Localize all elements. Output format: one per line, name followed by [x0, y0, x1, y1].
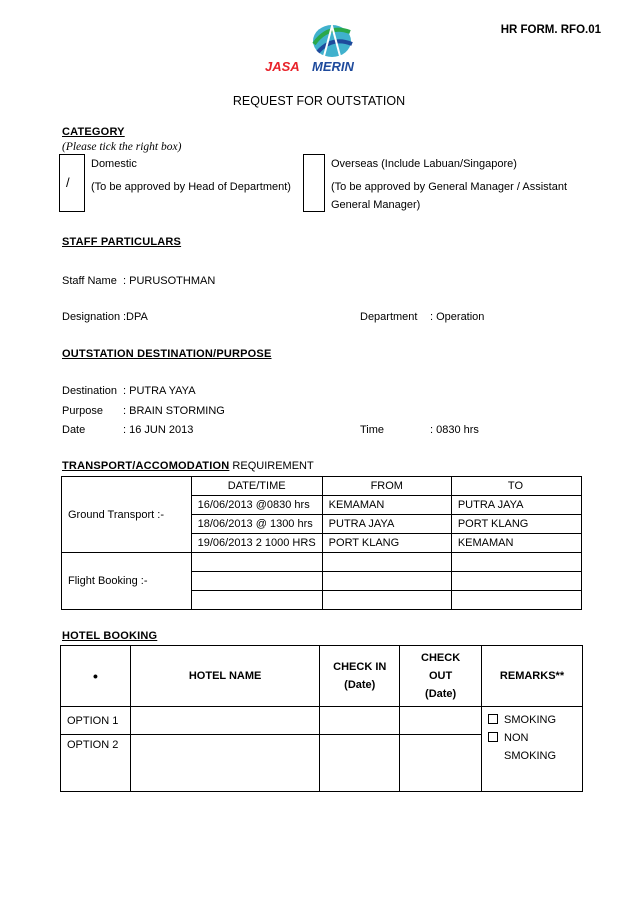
date-label: Date	[62, 424, 86, 436]
ground-row3-from[interactable]: PORT KLANG	[322, 534, 451, 553]
col-to: TO	[451, 477, 581, 496]
ground-row1-from[interactable]: KEMAMAN	[322, 496, 451, 515]
hotel-col-bullet: •	[61, 646, 131, 707]
ground-row3-datetime[interactable]: 19/06/2013 2 1000 HRS	[191, 534, 322, 553]
hotel-heading: HOTEL BOOKING	[62, 630, 158, 642]
ground-row2-to[interactable]: PORT KLANG	[451, 515, 581, 534]
staff-heading: STAFF PARTICULARS	[62, 236, 182, 248]
hotel-remarks-cell	[482, 707, 583, 792]
category-heading: CATEGORY	[62, 126, 125, 138]
staff-name-value: : PURUSOTHMAN	[123, 275, 216, 287]
destination-label: Destination	[62, 385, 118, 397]
non-smoking-checkbox[interactable]	[488, 732, 498, 742]
hotel-header-row	[61, 646, 583, 707]
hotel-col-remarks: REMARKS**	[482, 646, 583, 707]
transport-table	[61, 476, 582, 610]
overseas-checkbox[interactable]	[303, 154, 325, 212]
flight-row1-datetime[interactable]	[191, 553, 322, 572]
flight-row3-datetime[interactable]	[191, 591, 322, 610]
flight-booking-label: Flight Booking :-	[62, 553, 192, 610]
ground-row2-from[interactable]: PUTRA JAYA	[322, 515, 451, 534]
hotel-option1-label: OPTION 1	[61, 707, 131, 735]
ground-row3-to[interactable]: KEMAMAN	[451, 534, 581, 553]
hotel-option1-row	[61, 707, 583, 735]
flight-row3-from[interactable]	[322, 591, 451, 610]
transport-heading-suffix: REQUIREMENT	[229, 460, 314, 472]
department-label: Department	[360, 311, 418, 323]
non-smoking-label-1: NON	[504, 732, 529, 744]
checkout-label-1: CHECK	[421, 652, 461, 664]
time-value: : 0830 hrs	[430, 424, 479, 436]
hotel-option2-name[interactable]	[130, 735, 319, 792]
department-value: : Operation	[430, 311, 485, 323]
checkin-label: CHECK IN	[333, 661, 387, 673]
logo-text-jasa: JASA	[265, 59, 300, 74]
domestic-approval: (To be approved by Head of Department)	[91, 181, 291, 193]
ground-transport-label: Ground Transport :-	[62, 477, 192, 553]
checkout-label-2: OUT	[429, 670, 453, 682]
ground-row2-datetime[interactable]: 18/06/2013 @ 1300 hrs	[191, 515, 322, 534]
checkin-date-label: (Date)	[344, 679, 376, 691]
hotel-option1-name[interactable]	[130, 707, 319, 735]
designation-label: Designation	[62, 311, 121, 323]
hotel-option2-checkin[interactable]	[320, 735, 400, 792]
domestic-tick: /	[66, 175, 70, 190]
hotel-table	[60, 645, 583, 792]
page-title: REQUEST FOR OUTSTATION	[232, 94, 406, 108]
hotel-option1-checkin[interactable]	[320, 707, 400, 735]
hotel-option2-label: OPTION 2	[61, 735, 131, 792]
destination-value: : PUTRA YAYA	[123, 385, 196, 397]
flight-row	[62, 553, 582, 572]
hotel-col-name: HOTEL NAME	[130, 646, 319, 707]
logo-text-merin: MERIN	[312, 59, 354, 74]
category-hint: (Please tick the right box)	[62, 141, 182, 153]
date-value: : 16 JUN 2013	[123, 424, 194, 436]
flight-row2-datetime[interactable]	[191, 572, 322, 591]
smoking-label: SMOKING	[504, 714, 556, 726]
non-smoking-option[interactable]	[488, 729, 576, 747]
flight-row3-to[interactable]	[451, 591, 581, 610]
purpose-value: : BRAIN STORMING	[123, 405, 225, 417]
flight-row1-to[interactable]	[451, 553, 581, 572]
overseas-approval: (To be approved by General Manager / Assistant	[331, 181, 568, 193]
transport-header-row	[62, 477, 582, 496]
col-datetime: DATE/TIME	[191, 477, 322, 496]
non-smoking-label-2: SMOKING	[504, 750, 556, 762]
purpose-label: Purpose	[62, 405, 103, 417]
hotel-col-checkout	[400, 646, 482, 707]
overseas-label: Overseas (Include Labuan/Singapore)	[331, 158, 517, 170]
flight-row1-from[interactable]	[322, 553, 451, 572]
domestic-label: Domestic	[91, 158, 137, 170]
hotel-col-checkin	[320, 646, 400, 707]
designation-value: :DPA	[123, 311, 148, 323]
smoking-checkbox[interactable]	[488, 714, 498, 724]
col-from: FROM	[322, 477, 451, 496]
transport-heading-main: TRANSPORT/ACCOMODATION	[62, 460, 230, 472]
hotel-option1-checkout[interactable]	[400, 707, 482, 735]
flight-row2-to[interactable]	[451, 572, 581, 591]
ground-row1-to[interactable]: PUTRA JAYA	[451, 496, 581, 515]
flight-row2-from[interactable]	[322, 572, 451, 591]
time-label: Time	[360, 424, 385, 436]
staff-name-label: Staff Name	[62, 275, 117, 287]
checkout-date-label: (Date)	[425, 688, 457, 700]
domestic-checkbox[interactable]	[59, 154, 85, 212]
form-code: HR FORM. RFO.01	[500, 24, 601, 36]
hotel-option2-checkout[interactable]	[400, 735, 482, 792]
jasamerin-logo	[262, 22, 387, 74]
smoking-option[interactable]	[488, 711, 576, 729]
overseas-approval-cont: General Manager)	[331, 199, 421, 211]
ground-row1-datetime[interactable]: 16/06/2013 @0830 hrs	[191, 496, 322, 515]
destination-heading: OUTSTATION DESTINATION/PURPOSE	[62, 348, 272, 360]
transport-heading	[62, 460, 314, 472]
